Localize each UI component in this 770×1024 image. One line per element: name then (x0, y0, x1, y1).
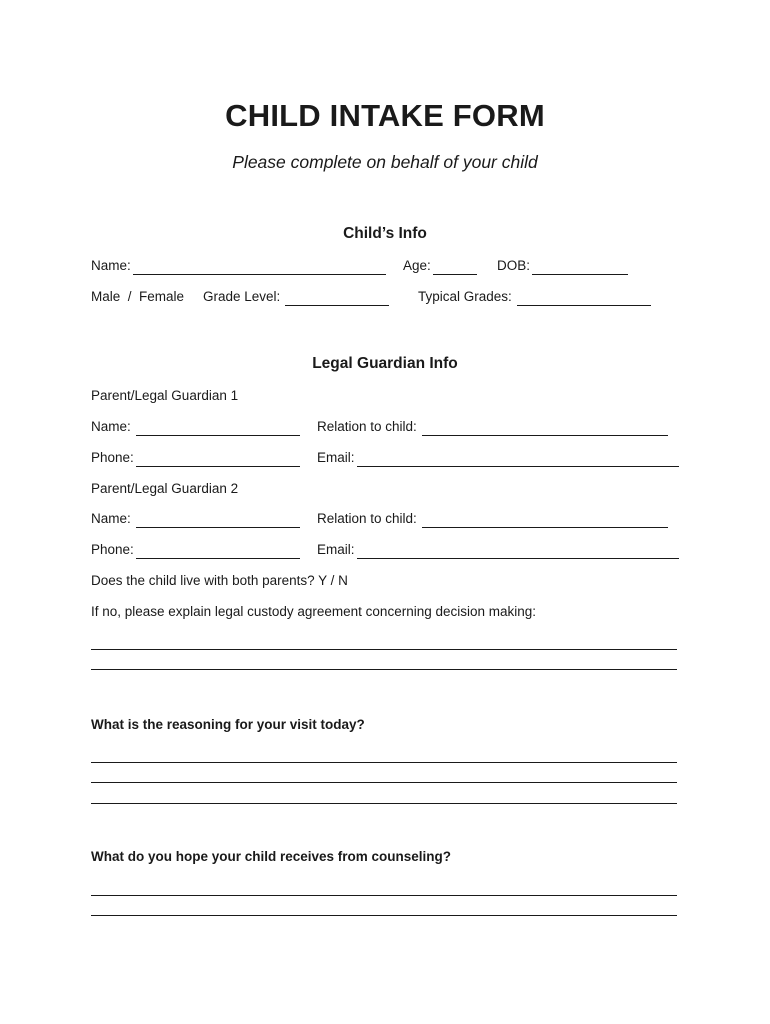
counseling-hope-answer-line[interactable] (91, 895, 677, 896)
child-name-label: Name: (91, 258, 131, 273)
child-dob-field[interactable] (532, 261, 628, 275)
child-grade-label: Grade Level: (203, 289, 281, 304)
visit-reason-answer-line[interactable] (91, 762, 677, 763)
counseling-hope-answer-line[interactable] (91, 915, 677, 916)
guardian1-phone-label: Phone: (91, 450, 134, 465)
guardian1-email-row (317, 449, 679, 467)
custody-answer-line[interactable] (91, 649, 677, 650)
guardian2-name-field[interactable] (136, 514, 300, 528)
guardian-info-heading: Legal Guardian Info (312, 355, 458, 372)
child-gender-row (91, 288, 184, 306)
guardian2-phone-field[interactable] (136, 545, 300, 559)
guardian1-name-row (91, 418, 300, 436)
guardian2-phone-row (91, 541, 300, 559)
guardian1-name-field[interactable] (136, 422, 300, 436)
guardian2-relation-label: Relation to child: (317, 511, 417, 526)
guardian2-email-row (317, 541, 679, 559)
custody-answer-line[interactable] (91, 669, 677, 670)
child-age-label: Age: (403, 258, 431, 273)
form-title: CHILD INTAKE FORM (225, 98, 545, 133)
guardian2-name-label: Name: (91, 511, 131, 526)
visit-reason-question: What is the reasoning for your visit today? (91, 717, 365, 732)
child-typical-grades-field[interactable] (517, 292, 651, 306)
guardian1-phone-row (91, 449, 300, 467)
guardian2-relation-row (317, 510, 668, 528)
child-info-heading: Child’s Info (343, 225, 427, 242)
guardian1-label: Parent/Legal Guardian 1 (91, 388, 239, 403)
child-grade-field[interactable] (285, 292, 389, 306)
guardian2-relation-field[interactable] (422, 514, 668, 528)
child-name-field[interactable] (133, 261, 386, 275)
child-age-row (403, 257, 477, 275)
live-both-parents-question: Does the child live with both parents? Y / N (91, 573, 348, 588)
counseling-hope-question: What do you hope your child receives from counseling? (91, 849, 452, 864)
guardian1-relation-row (317, 418, 668, 436)
visit-reason-answer-line[interactable] (91, 782, 677, 783)
guardian1-name-label: Name: (91, 419, 131, 434)
guardian2-email-label: Email: (317, 542, 355, 557)
form-subtitle: Please complete on behalf of your child (232, 152, 538, 172)
guardian1-email-label: Email: (317, 450, 355, 465)
child-typical-grades-row (418, 288, 651, 306)
guardian1-email-field[interactable] (357, 453, 679, 467)
child-grade-row (203, 288, 389, 306)
guardian2-name-row (91, 510, 300, 528)
child-age-field[interactable] (433, 261, 477, 275)
child-name-row (91, 257, 386, 275)
guardian1-relation-label: Relation to child: (317, 419, 417, 434)
guardian1-relation-field[interactable] (422, 422, 668, 436)
child-dob-row (497, 257, 628, 275)
child-dob-label: DOB: (497, 258, 531, 273)
guardian2-phone-label: Phone: (91, 542, 134, 557)
guardian2-email-field[interactable] (357, 545, 679, 559)
child-gender-options[interactable]: Male / Female (91, 289, 185, 304)
visit-reason-answer-line[interactable] (91, 803, 677, 804)
custody-question: If no, please explain legal custody agreement concerning decision making: (91, 604, 537, 619)
guardian2-label: Parent/Legal Guardian 2 (91, 481, 239, 496)
child-typical-grades-label: Typical Grades: (418, 289, 512, 304)
guardian1-phone-field[interactable] (136, 453, 300, 467)
